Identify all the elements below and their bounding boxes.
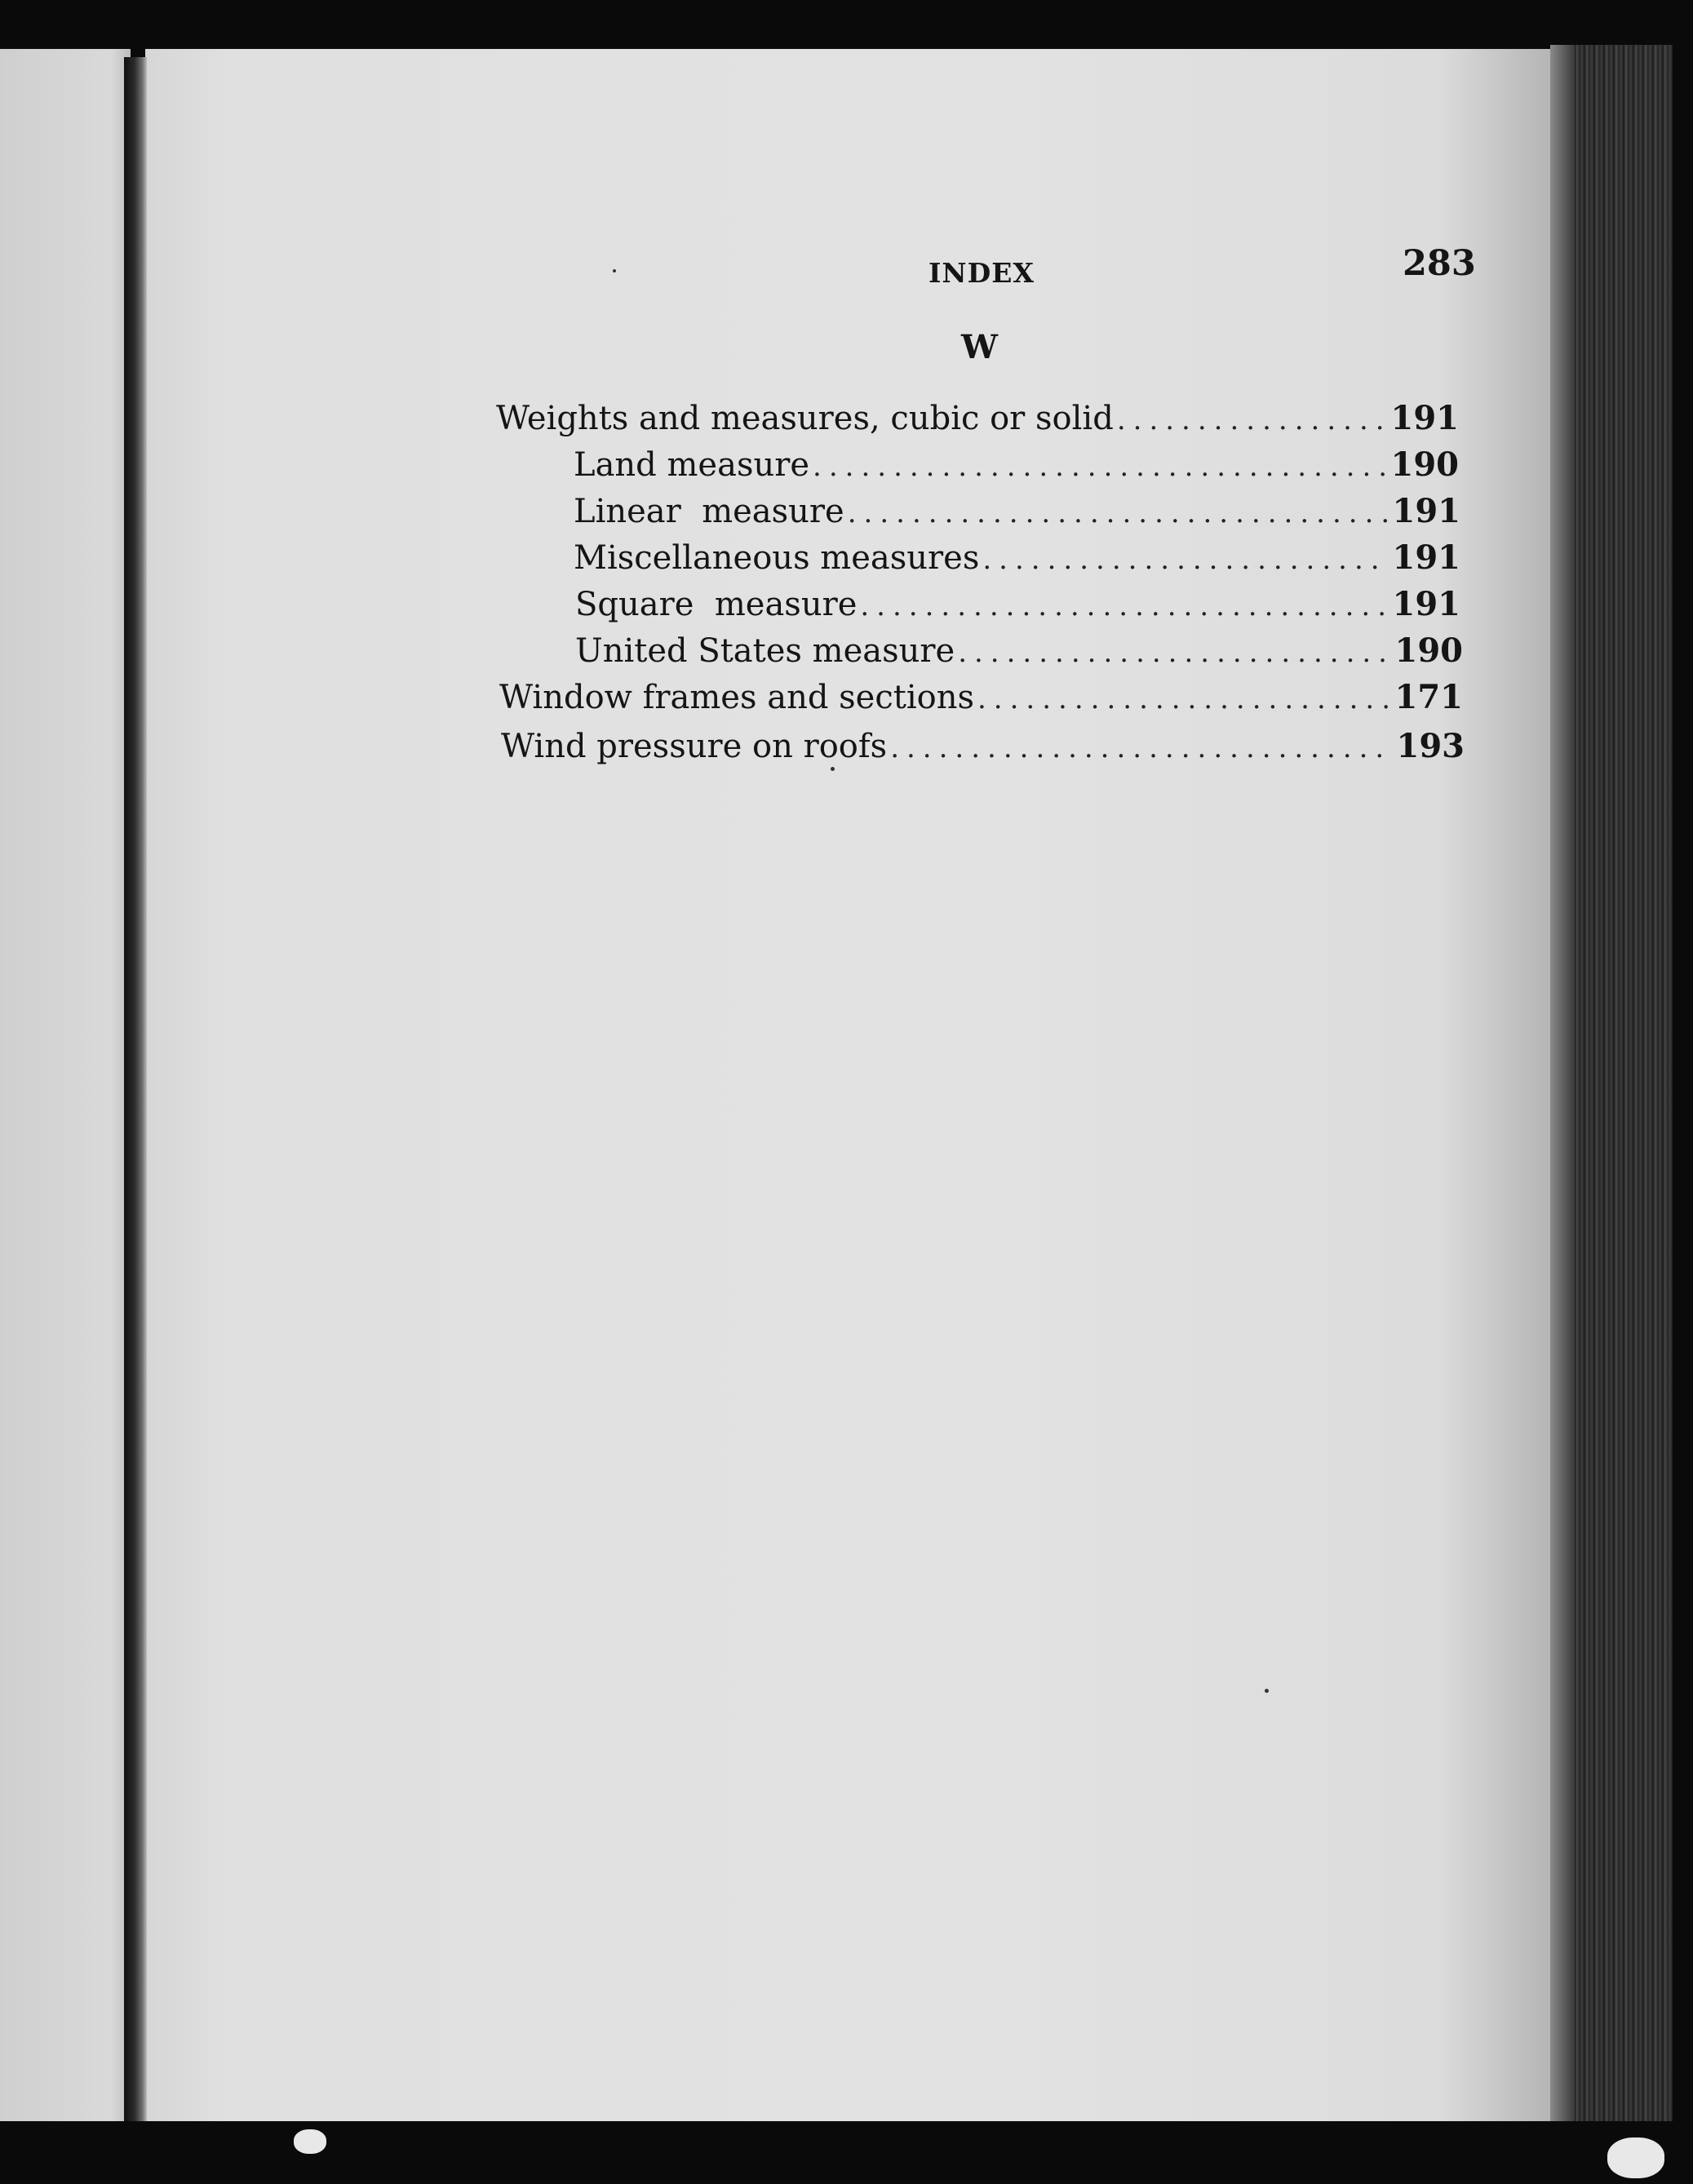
paper-speck [831,767,835,771]
index-term: Wind pressure on roofs [501,728,888,765]
index-entry [496,398,1459,441]
paper-speck [613,269,616,272]
scan-artifact [1607,2137,1664,2178]
index-term: Weights and measures, cubic or solid [496,400,1114,437]
index-term: Square measure [575,586,858,623]
dot-leader [860,586,1389,627]
dot-leader [977,679,1392,720]
index-page-ref: 171 [1394,678,1463,716]
index-term: United States measure [575,632,955,670]
index-subentry [575,631,1463,673]
index-page-ref: 191 [1392,585,1460,623]
page-edges-stack [1550,45,1673,2133]
index-page-ref: 191 [1392,492,1460,530]
paper-speck [1265,1689,1269,1693]
index-subentry [575,584,1460,627]
index-page-ref: 191 [1392,538,1460,577]
left-page-edge [0,49,131,2121]
dot-leader [958,632,1391,673]
index-term: Land measure [574,446,810,484]
index-term: Linear measure [574,493,844,530]
index-page-ref: 190 [1394,631,1463,670]
running-head: INDEX [928,257,1035,289]
book-page [145,49,1550,2121]
index-subentry [574,491,1460,534]
section-letter: W [961,328,998,366]
index-entry [501,726,1465,769]
index-subentry [574,538,1460,580]
index-entry [499,677,1463,720]
index-page-ref: 191 [1390,399,1459,437]
dot-leader [982,539,1389,580]
index-term: Window frames and sections [499,679,974,716]
index-page-ref: 190 [1390,445,1459,484]
scan-artifact [294,2129,326,2154]
index-subentry [574,445,1459,487]
scan-bottom-border [0,2121,1693,2184]
page-number: 283 [1403,243,1476,284]
dot-leader [890,728,1393,769]
dot-leader [848,493,1389,534]
dot-leader [1117,400,1388,441]
dot-leader [813,446,1387,487]
index-page-ref: 193 [1396,727,1465,765]
book-gutter [124,57,147,2121]
index-term: Miscellaneous measures [574,539,980,577]
